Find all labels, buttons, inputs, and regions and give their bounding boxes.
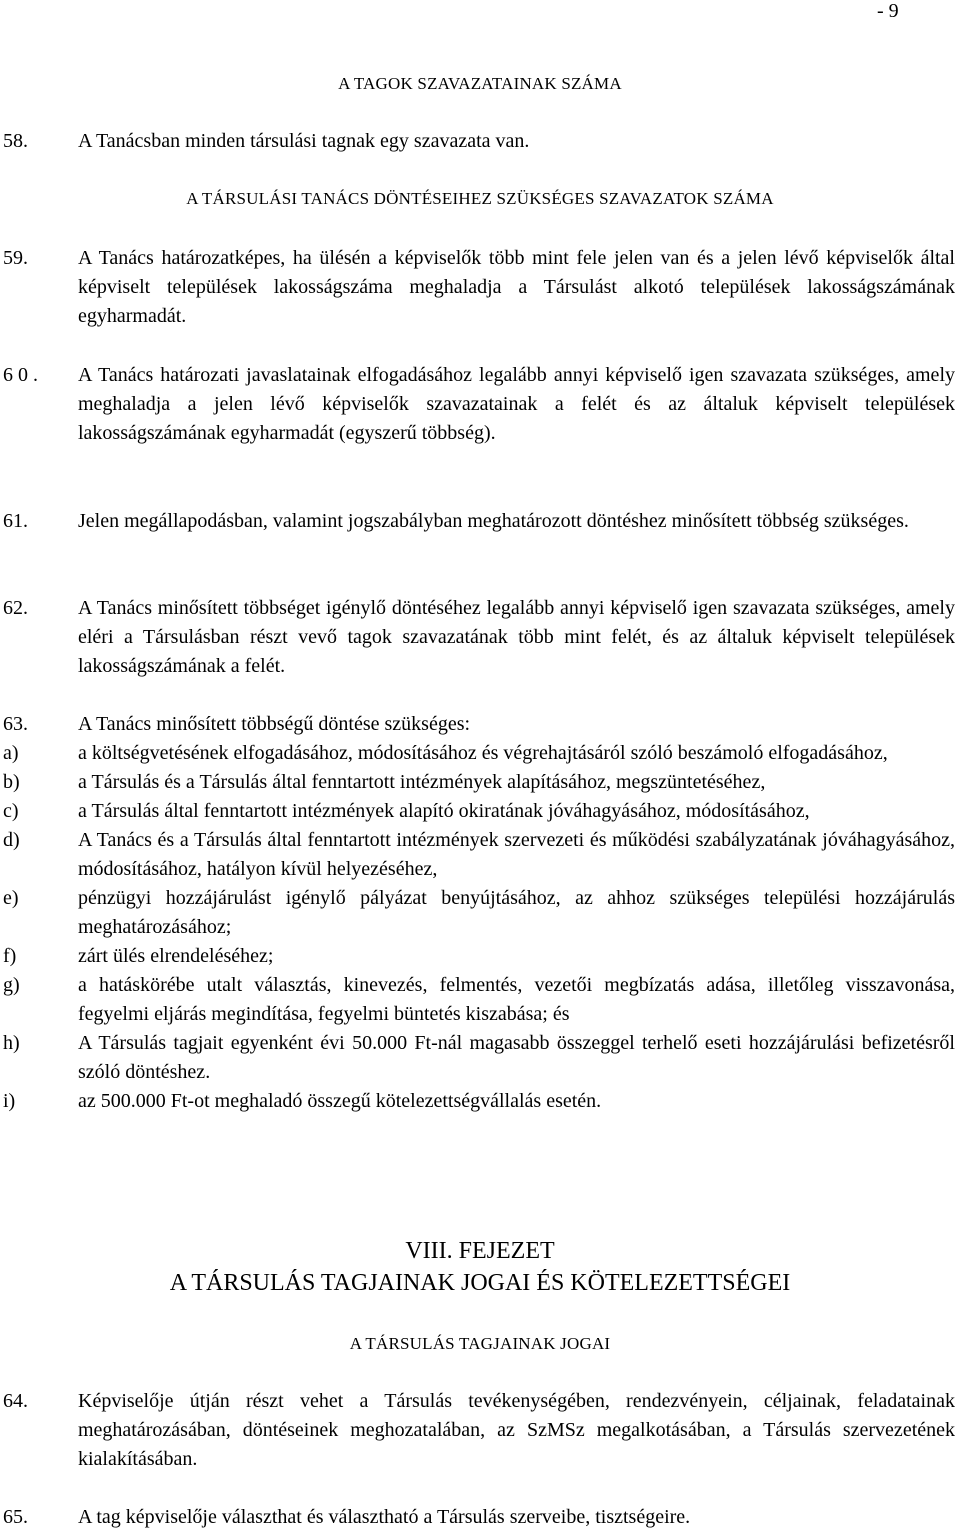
list-item-label: i) xyxy=(3,1090,16,1112)
list-item xyxy=(3,826,955,884)
list-item-text: A Tanács és a Társulás által fenntartott intézmények szervezeti és működési szabályzatának jóváhagyásához, módosításához, hatályon kívül helyezéséhez, xyxy=(78,829,955,880)
paragraph-text: A Tanács határozati javaslatainak elfogadásához legalább annyi képviselő igen szavazata szükséges, amely meghaladja a jelen lévő képviselők szavazatainak a felét és az általuk képviselt települések lakosságszámának egyharmadát (egyszerű többség). xyxy=(78,364,955,444)
list-item xyxy=(3,739,955,768)
paragraph-text: A Tanács minősített többségű döntése szükséges: xyxy=(78,713,471,735)
paragraph-62 xyxy=(3,594,955,681)
paragraph-58 xyxy=(3,127,955,156)
section-heading-required-votes: A TÁRSULÁSI TANÁCS DÖNTÉSEIHEZ SZÜKSÉGES SZAVAZATOK SZÁMA xyxy=(186,189,774,208)
list-item xyxy=(3,942,955,971)
paragraph-text: A Tanács határozatképes, ha ülésén a képviselők több mint fele jelen van és a jelen lévő képviselők által képviselt települések lakosságszáma meghaladja a Társulást alkotó települések lakosságszámának egyharmadát. xyxy=(78,247,955,327)
paragraph-61 xyxy=(3,507,955,536)
paragraph-number: 59. xyxy=(3,247,28,269)
paragraph-number: 6 0 . xyxy=(3,364,38,386)
chapter-title: A TÁRSULÁS TAGJAINAK JOGAI ÉS KÖTELEZETTSÉGEI xyxy=(169,1270,791,1296)
paragraph-number: 61. xyxy=(3,510,28,532)
paragraph-text: Képviselője útján részt vehet a Társulás tevékenységében, rendezvényein, céljainak, feladatainak meghatározásában, döntéseinek meghozatalában, az SzMSz megalkotásában, a Társulás szervezetének kialakításában. xyxy=(78,1390,955,1470)
list-item xyxy=(3,1029,955,1087)
list-item xyxy=(3,1087,955,1116)
section-heading-member-rights: A TÁRSULÁS TAGJAINAK JOGAI xyxy=(349,1334,611,1353)
voting-matters-list xyxy=(3,739,955,1116)
list-item xyxy=(3,971,955,1029)
paragraph-text: A Tanácsban minden társulási tagnak egy szavazata van. xyxy=(78,130,530,152)
list-item-text: pénzügyi hozzájárulást igénylő pályázat benyújtásához, az ahhoz szükséges települési hozzájárulás meghatározásához; xyxy=(78,887,955,938)
list-item-label: e) xyxy=(3,887,19,909)
list-item-label: b) xyxy=(3,771,20,793)
paragraph-number: 63. xyxy=(3,713,28,735)
list-item xyxy=(3,768,955,797)
page-number: - 9 xyxy=(877,0,899,22)
list-item xyxy=(3,884,955,942)
list-item-label: h) xyxy=(3,1032,20,1054)
paragraph-number: 65. xyxy=(3,1506,28,1528)
list-item-text: a Társulás és a Társulás által fenntartott intézmények alapításához, megszüntetéséhez, xyxy=(78,771,766,793)
paragraph-65 xyxy=(3,1503,955,1532)
paragraph-text: A Tanács minősített többséget igénylő döntéséhez legalább annyi képviselő igen szavazata szükséges, amely eléri a Társulásban részt vevő tagok szavazatának több mint felét, és az általuk képviselt települések lakosságszámának a felét. xyxy=(78,597,955,677)
paragraph-number: 58. xyxy=(3,130,28,152)
paragraph-text: A tag képviselője választhat és választható a Társulás szerveibe, tisztségeire. xyxy=(78,1506,691,1528)
list-item xyxy=(3,797,955,826)
chapter-number: VIII. FEJEZET xyxy=(405,1238,555,1264)
list-item-text: A Társulás tagjait egyenként évi 50.000 Ft-nál magasabb összeggel terhelő eseti hozzájárulási befizetésről szóló döntéshez. xyxy=(78,1032,955,1083)
list-item-label: a) xyxy=(3,742,19,764)
paragraph-number: 62. xyxy=(3,597,28,619)
list-item-label: g) xyxy=(3,974,20,996)
list-item-text: az 500.000 Ft-ot meghaladó összegű kötelezettségvállalás esetén. xyxy=(78,1090,602,1112)
list-item-text: zárt ülés elrendeléséhez; xyxy=(78,945,274,967)
list-item-text: a Társulás által fenntartott intézmények alapító okiratának jóváhagyásához, módosításához, xyxy=(78,800,810,822)
list-item-label: d) xyxy=(3,829,20,851)
list-item-text: a hatáskörébe utalt választás, kinevezés, felmentés, vezetői megbízatás adása, illetőleg visszavonása, fegyelmi eljárás megindítása, fegyelmi büntetés kiszabása; és xyxy=(78,974,955,1025)
list-item-label: f) xyxy=(3,945,17,967)
paragraph-63 xyxy=(3,710,955,739)
paragraph-59 xyxy=(3,244,955,331)
paragraph-number: 64. xyxy=(3,1390,28,1412)
paragraph-60 xyxy=(3,361,955,448)
paragraph-text: Jelen megállapodásban, valamint jogszabályban meghatározott döntéshez minősített többség szükséges. xyxy=(78,510,909,532)
section-heading-member-votes: A TAGOK SZAVAZATAINAK SZÁMA xyxy=(338,74,622,93)
list-item-label: c) xyxy=(3,800,19,822)
paragraph-64 xyxy=(3,1387,955,1474)
list-item-text: a költségvetésének elfogadásához, módosításához és végrehajtásáról szóló beszámoló elfogadásához, xyxy=(78,742,888,764)
